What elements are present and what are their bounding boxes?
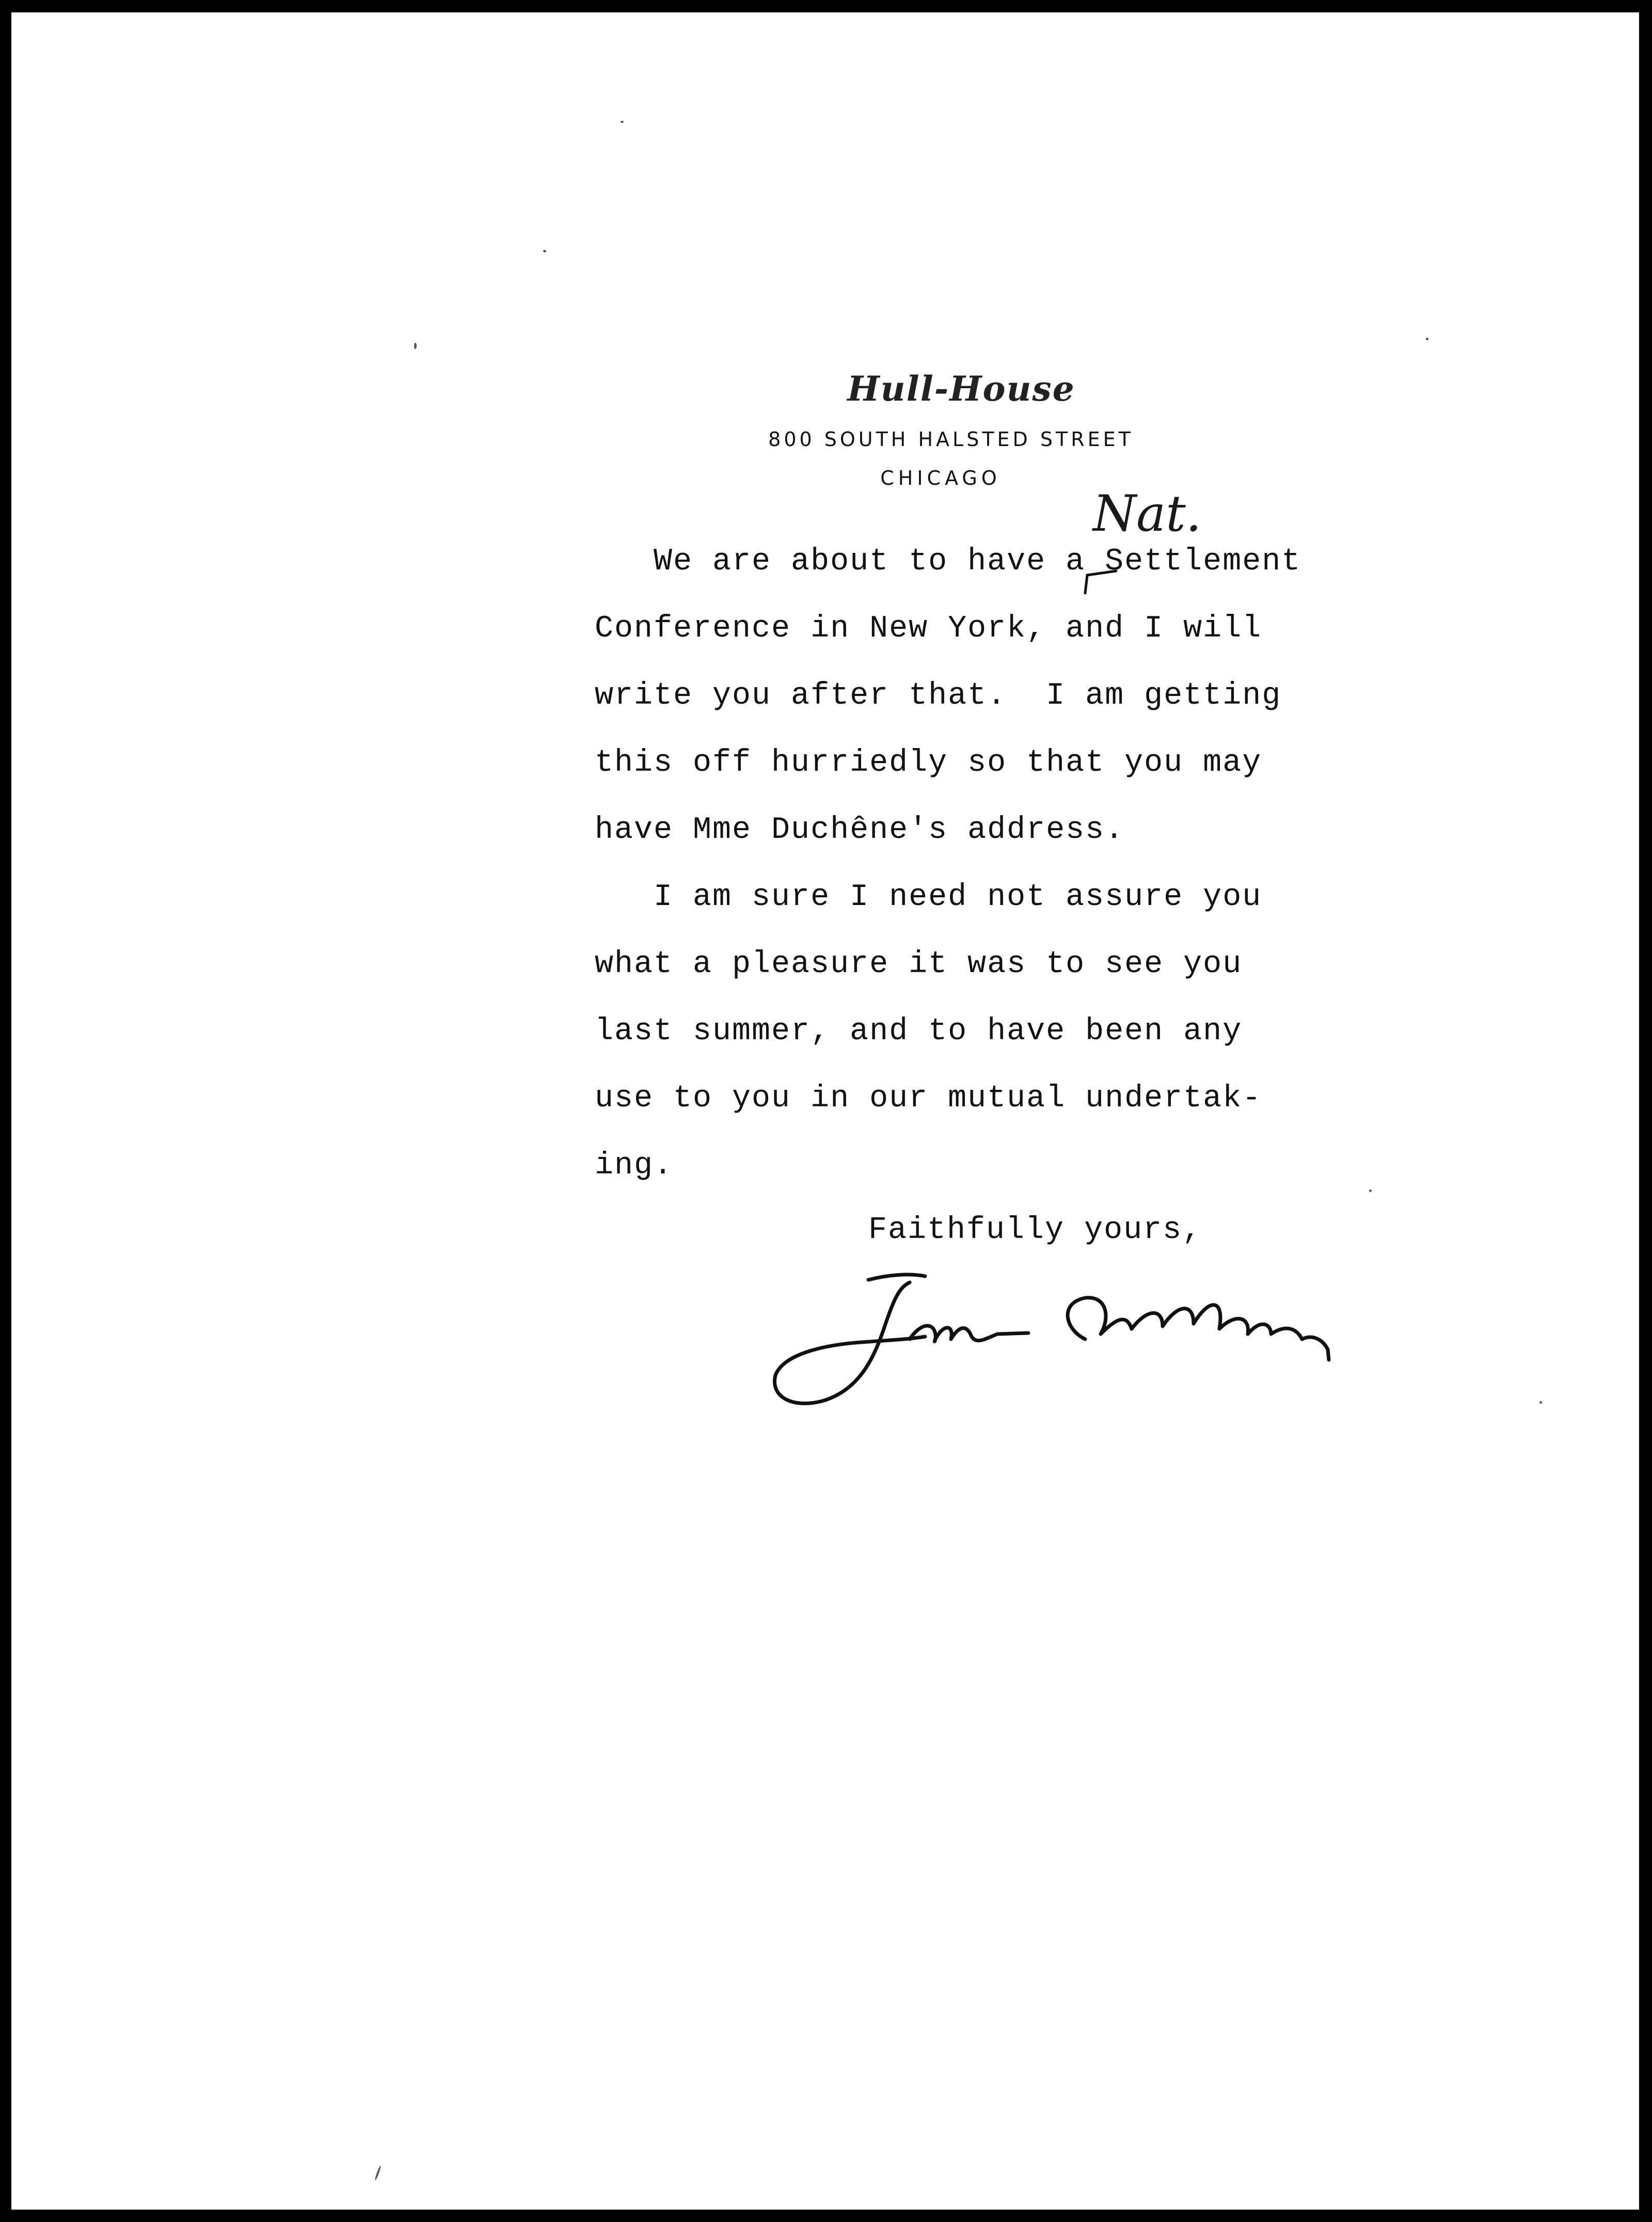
body-line: Conference in New York, and I will: [595, 611, 1262, 646]
scan-speck: [1426, 338, 1428, 340]
closing: Faithfully yours,: [868, 1213, 1202, 1248]
scan-speck: [621, 121, 624, 123]
body-line: ing.: [595, 1148, 674, 1183]
body-line: use to you in our mutual undertak-: [595, 1081, 1262, 1116]
scan-speck: [414, 343, 417, 349]
handwritten-signature: [755, 1267, 1354, 1411]
body-line: I am sure I need not assure you: [595, 880, 1262, 915]
handwritten-insert: Nat.: [1093, 485, 1202, 543]
scan-speck: [1539, 1401, 1542, 1404]
letterhead-name: Hull-House: [847, 369, 1075, 409]
scan-speck: [543, 250, 546, 252]
scan-speck: [374, 2165, 382, 2181]
letter-page: [11, 12, 1639, 2210]
body-line: have Mme Duchêne's address.: [595, 813, 1125, 848]
scan-speck: [1369, 1189, 1372, 1192]
body-line: this off hurriedly so that you may: [595, 745, 1262, 781]
body-line: last summer, and to have been any: [595, 1014, 1243, 1049]
letterhead-city: CHICAGO: [880, 467, 1001, 489]
body-line: We are about to have a Settlement: [595, 544, 1301, 579]
body-line: write you after that. I am getting: [595, 678, 1282, 713]
letterhead-street: 800 SOUTH HALSTED STREET: [768, 428, 1134, 451]
body-line: what a pleasure it was to see you: [595, 947, 1243, 982]
